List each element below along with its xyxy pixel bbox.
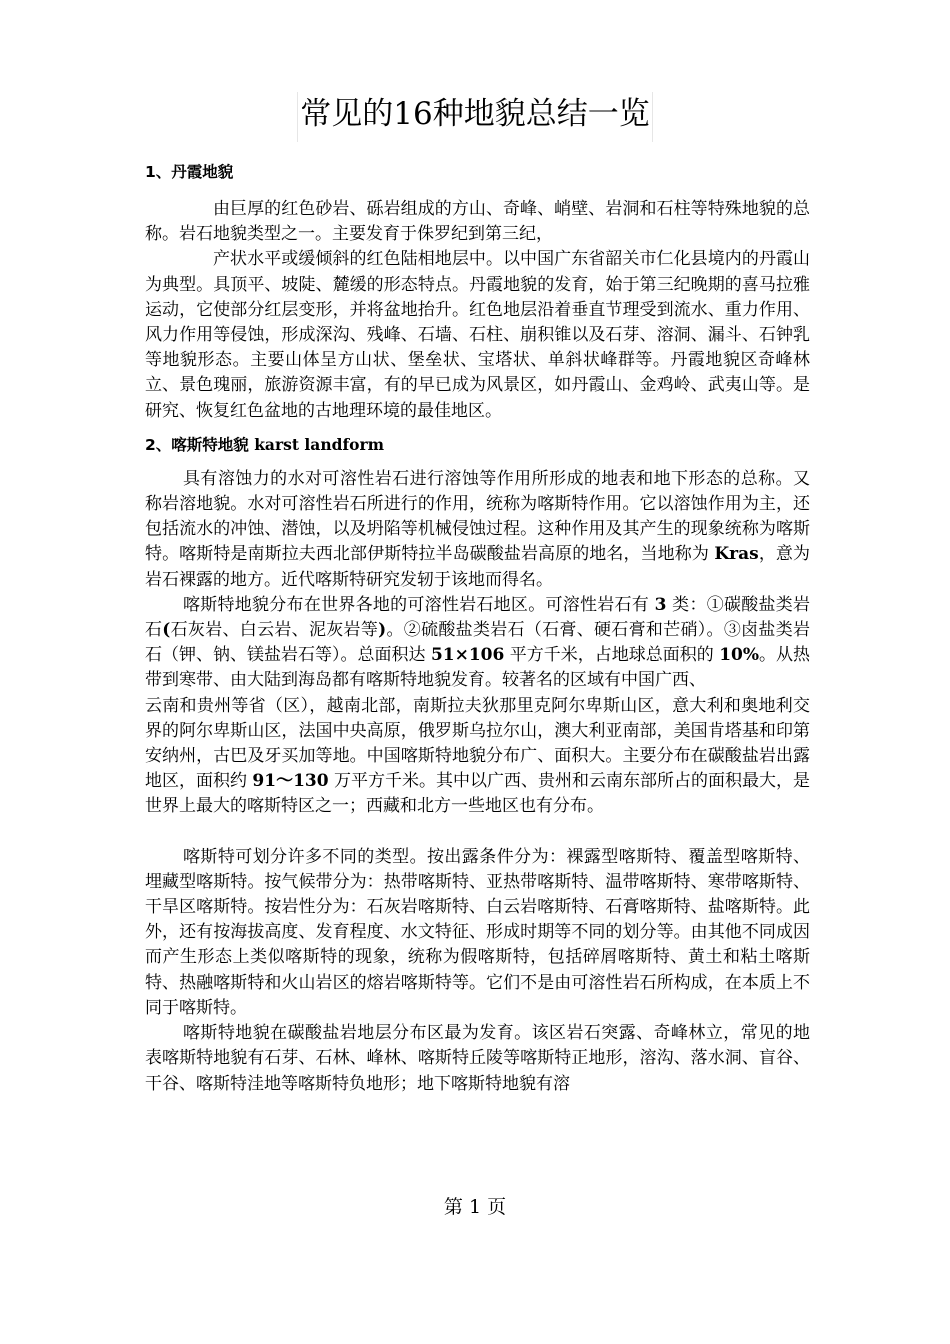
p2-a: 喀斯特地貌分布在世界各地的可溶性岩石地区。可溶性岩石有 xyxy=(183,594,655,615)
p2-b3: ) xyxy=(378,620,387,641)
paragraph-karst-4: 喀斯特可划分许多不同的类型。按出露条件分为：裸露型喀斯特、覆盖型喀斯特、埋藏型喀斯特。按气候带分为：热带喀斯特、亚热带喀斯特、温带喀斯特、寒带喀斯特、干旱区喀斯特。按岩性分为：石灰岩喀斯特、白云岩喀斯特、石膏喀斯特、盐喀斯特。此外，还有按海拔高度、发育程度、水文特征、形成时期等不同的划分等。由其他不同成因而产生形态上类似喀斯特的现象，统称为假喀斯特，包括碎屑喀斯特、黄土和粘土喀斯特、热融喀斯特和火山岩区的熔岩喀斯特等。它们不是由可溶性岩石所构成，在本质上不同于喀斯特。 xyxy=(145,846,810,1018)
paragraph-karst-1-end: ，意为岩石裸露的地方。近代喀斯特研究发轫于该地而得名。 xyxy=(145,544,810,590)
section-heading-karst-cn: 2、喀斯特地貌 xyxy=(145,435,255,454)
blank-line xyxy=(145,820,810,845)
document-title: 常见的16种地貌总结一览 xyxy=(297,92,652,142)
p2-b5: 10% xyxy=(719,645,759,666)
p2-f: 平方千米，占地球总面积的 xyxy=(504,645,720,666)
p3-c: 万平方千米。其中以广西、贵州和云南东部所占的面积最大，是世界上最大的喀斯特区之一；西藏和北方一些地区也有分布。 xyxy=(145,771,811,817)
p2-b2: ( xyxy=(162,620,171,641)
document-title-row xyxy=(0,92,950,142)
p2-g: 。从热带到寒带、由大陆到海岛都有喀斯特地貌发育。较著名的区域有中国广西、 xyxy=(145,645,811,691)
p3-b: 91～130 xyxy=(252,771,329,792)
paragraph-karst-1 xyxy=(145,467,810,593)
paragraph-karst-3 xyxy=(145,694,810,820)
p3-a: 云南和贵州等省（区），越南北部，南斯拉夫狄那里克阿尔卑斯山区，意大利和奥地利交界的阿尔卑斯山区，法国中央高原，俄罗斯乌拉尔山，澳大利亚南部，美国肯塔基和印第安纳州，古巴及牙买加等地。中国喀斯特地貌分布广、面积大。主要分布在碳酸盐岩出露地区，面积约 xyxy=(145,695,810,792)
page-number: 第 1 页 xyxy=(443,1196,507,1218)
p2-d: 石灰岩、白云岩、泥灰岩等 xyxy=(170,620,379,641)
paragraph-danxia-1: 由巨厚的红色砂岩、砾岩组成的方山、奇峰、峭壁、岩洞和石柱等特殊地貌的总称。岩石地貌类型之一。主要发育于侏罗纪到第三纪， xyxy=(145,199,810,245)
p2-c: 类：①碳酸盐类岩石 xyxy=(145,594,810,641)
p2-b4: 51×106 xyxy=(430,645,505,666)
section-heading-karst xyxy=(145,432,810,458)
section-heading-karst-en: karst landform xyxy=(254,434,385,454)
document-body xyxy=(145,160,810,1097)
paragraph-danxia-2: 产状水平或缓倾斜的红色陆相地层中。以中国广东省韶关市仁化县境内的丹霞山为典型。具顶平、坡陡、麓缓的形态特点。丹霞地貌的发育，始于第三纪晚期的喜马拉雅运动，它使部分红层变形，并将盆地抬升。红色地层沿着垂直节理受到流水、重力作用、风力作用等侵蚀，形成深沟、残峰、石墙、石柱、崩积锥以及石芽、溶洞、漏斗、石钟乳等地貌形态。主要山体呈方山状、堡垒状、宝塔状、单斜状峰群等。丹霞地貌区奇峰林立、景色瑰丽，旅游资源丰富，有的早已成为风景区，如丹霞山、金鸡岭、武夷山等。是研究、恢复红色盆地的古地理环境的最佳地区。 xyxy=(145,249,810,421)
section-heading-danxia: 1、丹霞地貌 xyxy=(145,163,234,181)
p2-e: 。②硫酸盐类岩石（石膏、硬石膏和芒硝）。③卤盐类岩石（钾、钠、镁盐岩石等）。总面积达 xyxy=(145,620,811,666)
paragraph-karst-5: 喀斯特地貌在碳酸盐岩地层分布区最为发育。该区岩石突露、奇峰林立，常见的地表喀斯特地貌有石芽、石林、峰林、喀斯特丘陵等喀斯特正地形，溶沟、落水洞、盲谷、干谷、喀斯特洼地等喀斯特负地形；地下喀斯特地貌有溶 xyxy=(145,1023,810,1094)
p2-b1: 3 xyxy=(654,594,667,615)
paragraph-karst-2 xyxy=(145,593,810,694)
paragraph-karst-1-bold: Kras xyxy=(714,544,759,565)
paragraph-karst-1-text: 具有溶蚀力的水对可溶性岩石进行溶蚀等作用所形成的地表和地下形态的总称。又称岩溶地貌。水对可溶性岩石所进行的作用，统称为喀斯特作用。它以溶蚀作用为主，还包括流水的冲蚀、潜蚀，以及坍陷等机械侵蚀过程。这种作用及其产生的现象统称为喀斯特。喀斯特是南斯拉夫西北部伊斯特拉半岛碳酸盐岩高原的地名，当地称为 xyxy=(145,468,810,565)
